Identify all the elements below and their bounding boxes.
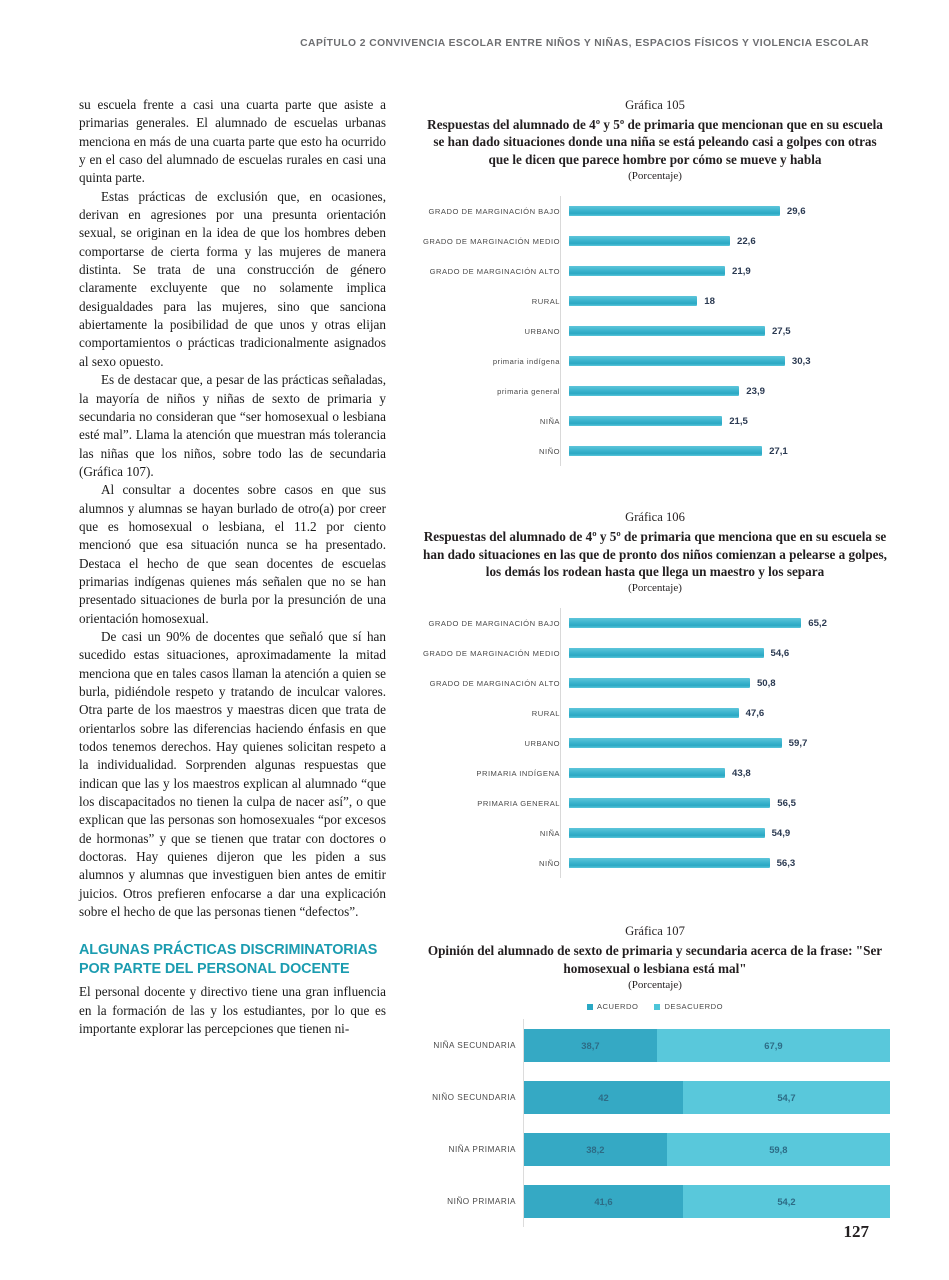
bar-category-label: PRIMARIA INDÍGENA (476, 768, 560, 778)
chart-bar-row (420, 848, 890, 878)
bar-track (569, 286, 890, 316)
chart-bar-row (448, 1123, 890, 1175)
bar (569, 326, 765, 336)
bar (569, 206, 780, 216)
chart-unit: (Porcentaje) (628, 582, 682, 595)
chart-grafica-107 (420, 924, 890, 1227)
paragraph: Estas prácticas de exclusión que, en ocasiones, derivan en agresiones por una presunta orientación sexual, se originan en la idea de que los hombres deben comportarse de cierta forma y las mujeres de manera distinta. Se trata de una construcción de género claramente excluyente que no solamente implica desigualdades para las mujeres, sino que sanciona abiertamente la posibilidad de que unos y otras elijan comportamientos o prácticas tradicionalmente asignados al sexo opuesto. (79, 188, 386, 369)
legend-swatch-icon (654, 1004, 660, 1010)
legend-label: ACUERDO (596, 1002, 639, 1012)
chart-bar-row (420, 226, 890, 256)
chart-bar-row (420, 788, 890, 818)
chart-unit: (Porcentaje) (628, 979, 682, 992)
value-axis-line (560, 196, 561, 466)
chart-bar-row (432, 1071, 890, 1123)
bar-value-label: 27,5 (771, 325, 791, 337)
bar-value-label: 50,8 (756, 677, 776, 689)
bar-value-label: 27,1 (769, 445, 788, 457)
chart-grafica-106 (420, 510, 890, 878)
bar-category-label: NIÑA SECUNDARIA (433, 1040, 516, 1050)
paragraph: Al consultar a docentes sobre casos en que sus alumnos y alumnas se hayan burlado de otro(a) por creer que es homosexual o lesbiana, el 11.2 por ciento mencionó que esa situación nunca se ha presentado. Destaca el hecho de que sean docentes de escuelas primarias indígenas quienes más señalen que no se han presentado situaciones de burla por la presunción de una orientación homosexual. (79, 482, 386, 626)
legend-item-desacuerdo (654, 1002, 723, 1011)
bar-segment-acuerdo: 38,2 (524, 1133, 667, 1166)
bar (569, 266, 725, 276)
chart-bar-row (433, 1019, 890, 1071)
bar (569, 678, 750, 688)
chart-bar-row (420, 818, 890, 848)
chart-number: Gráfica 106 (625, 510, 685, 525)
chart-bar-row (420, 758, 890, 788)
bar-category-label: URBANO (524, 738, 560, 748)
bar-track (569, 316, 890, 346)
bar-category-label: NIÑO (539, 446, 560, 456)
stacked-bar (524, 1029, 890, 1062)
bar-segment-desacuerdo: 54,2 (683, 1185, 890, 1218)
value-axis-line (560, 608, 561, 878)
chart-bar-row (420, 608, 890, 638)
paragraph: De casi un 90% de docentes que señaló que sí han sucedido estas situaciones, aproximadamente la mitad menciona que en tales casos llaman la atención a quien se burla, pidiéndole respeto y tratando de inculcar valores. Otra parte de los maestros y maestras dicen que trata de orientarlos sobre las diferencias haciendo énfasis en que todos tenemos derechos. Hay quienes solicitan respeto a la individualidad. Sorprenden algunas respuestas que indican que las y los maestros explican al alumnado “que los discapacitados no tienen la culpa de nacer así”, o que explican que las personas son homosexuales “por excesos de hormonas” y que se tienen que tratar con doctores o doctoras. Hay quienes dijeron que les piden a sus alumnos y alumnas que investiguen bien antes de emitir juicios. Otros prefieren enfocarse a dar una explicación sobre el hecho de que las personas tienen “defectos”. (79, 628, 386, 920)
chart-grafica-105 (420, 98, 890, 466)
bar-category-label: RURAL (531, 296, 560, 306)
stacked-bar (524, 1185, 890, 1218)
stacked-bar (524, 1133, 890, 1166)
bar-category-label: NIÑA (539, 416, 560, 426)
chart-title: Respuestas del alumnado de 4º y 5º de primaria que mencionan que en su escuela se han dado situaciones donde una niña se está peleando casi a golpes con otras que le dicen que parece hombre por cómo se mueve y habla (427, 117, 883, 167)
bar-category-label: URBANO (524, 326, 560, 336)
bar (569, 416, 722, 426)
chart-bar-row (420, 196, 890, 226)
bar (569, 618, 801, 628)
chart-bar-row (420, 638, 890, 668)
bar-track (569, 196, 890, 226)
bar-segment-desacuerdo: 67,9 (657, 1029, 890, 1062)
paragraph: Es de destacar que, a pesar de las prácticas señaladas, la mayoría de niños y niñas de sexto de primaria y secundaria no consideran que “ser homosexual o lesbiana esté mal”. Llama la atención que muestran más tolerancia las niñas que los niños, sobre todo las de secundaria (Gráfica 107). (79, 372, 386, 479)
bar-category-label: RURAL (531, 708, 560, 718)
bar-category-label: NIÑO SECUNDARIA (432, 1092, 516, 1102)
bar-value-label: 56,3 (776, 857, 796, 869)
bar-track (569, 436, 890, 466)
bar-category-label: primaria indígena (492, 356, 560, 366)
chart-title: Opinión del alumnado de sexto de primaria y secundaria acerca de la frase: "Ser homosexual o lesbiana está mal" (427, 943, 883, 976)
paragraph: El personal docente y directivo tiene una gran influencia en la formación de las y los estudiantes, por lo que es importante explorar las percepciones que tienen ni- (79, 984, 386, 1037)
bar (569, 738, 782, 748)
running-head: CAPÍTULO 2 CONVIVENCIA ESCOLAR ENTRE NIÑOS Y NIÑAS, ESPACIOS FÍSICOS Y VIOLENCIA ESCOLAR (300, 38, 869, 49)
stacked-bar (524, 1081, 890, 1114)
bar (569, 386, 739, 396)
chart-bar-row (420, 698, 890, 728)
chart-title: Respuestas del alumnado de 4º y 5º de primaria que menciona que en su escuela se han dado situaciones en las que de pronto dos niños comienzan a pelearse a golpes, los demás los rodean hasta que llega un maestro y los separa (423, 529, 887, 580)
bar-value-label: 22,6 (737, 235, 756, 247)
bar-category-label: NIÑO PRIMARIA (447, 1196, 516, 1206)
bar-track (569, 668, 890, 698)
bar (569, 768, 725, 778)
bar-track (569, 256, 890, 286)
bar (569, 296, 697, 306)
bar-value-label: 47,6 (745, 707, 765, 719)
bar-value-label: 18 (704, 295, 715, 307)
bar-track (569, 638, 890, 668)
bar-track (569, 698, 890, 728)
bar-value-label: 43,8 (732, 767, 751, 779)
bar (569, 446, 762, 456)
bar-value-label: 29,6 (786, 205, 806, 217)
bar-category-label: GRADO DE MARGINACIÓN BAJO (428, 618, 560, 628)
bar-category-label: primaria general (497, 386, 560, 396)
paragraph: su escuela frente a casi una cuarta parte que asiste a primarias generales. El alumnado de escuelas urbanas menciona en más de una cuarta parte que esto ha ocurrido y en el caso del alumnado de escuelas rurales en casi una quinta parte. (79, 97, 386, 186)
chart-number: Gráfica 107 (625, 924, 685, 939)
bar-value-label: 54,9 (771, 827, 791, 839)
legend-label: DESACUERDO (664, 1002, 724, 1012)
bar-track (569, 848, 890, 878)
page-number: 127 (843, 1222, 869, 1241)
chart-bar-row (420, 286, 890, 316)
bar-category-label: GRADO DE MARGINACIÓN ALTO (429, 678, 560, 688)
bar-category-label: GRADO DE MARGINACIÓN MEDIO (422, 648, 560, 658)
bar (569, 236, 730, 246)
bar-track (569, 728, 890, 758)
bar-value-label: 23,9 (746, 385, 765, 397)
bar-track (569, 226, 890, 256)
chart-bar-row (420, 376, 890, 406)
bar-value-label: 21,9 (732, 265, 751, 277)
bar-segment-desacuerdo: 54,7 (683, 1081, 890, 1114)
bar-category-label: NIÑO (539, 858, 560, 868)
chart-bar-row (420, 436, 890, 466)
body-text-column (79, 96, 386, 1039)
chart-bar-row (420, 668, 890, 698)
chart-bar-row (420, 256, 890, 286)
bar-segment-desacuerdo: 59,8 (667, 1133, 890, 1166)
bar-category-label: GRADO DE MARGINACIÓN BAJO (428, 206, 560, 216)
bar-track (569, 406, 890, 436)
bar-track (569, 818, 890, 848)
bar-category-label: NIÑA (539, 828, 560, 838)
chart-unit: (Porcentaje) (628, 170, 682, 183)
bar-category-label: GRADO DE MARGINACIÓN MEDIO (422, 236, 560, 246)
legend-item-acuerdo (587, 1002, 638, 1011)
bar-track (569, 346, 890, 376)
bar-value-label: 30,3 (791, 355, 811, 367)
bar (569, 828, 765, 838)
bar-category-label: GRADO DE MARGINACIÓN ALTO (429, 266, 560, 276)
chart-bar-row (420, 728, 890, 758)
chart-bar-row (420, 346, 890, 376)
bar-track (569, 376, 890, 406)
bar (569, 648, 764, 658)
chart-bar-row (420, 406, 890, 436)
bar-category-label: NIÑA PRIMARIA (448, 1144, 516, 1154)
chart-plot-area (420, 196, 890, 466)
bar-segment-acuerdo: 41,6 (524, 1185, 683, 1218)
chart-legend (420, 1002, 890, 1011)
bar-category-label: PRIMARIA GENERAL (477, 798, 560, 808)
chart-plot-area (420, 608, 890, 878)
bar-value-label: 54,6 (770, 647, 790, 659)
chart-number: Gráfica 105 (625, 98, 685, 112)
bar-segment-acuerdo: 42 (524, 1081, 683, 1114)
bar (569, 798, 770, 808)
bar-track (569, 758, 890, 788)
chart-bar-row (447, 1175, 890, 1227)
bar-value-label: 65,2 (808, 617, 827, 629)
bar-value-label: 21,5 (729, 415, 748, 427)
bar (569, 858, 770, 868)
bar (569, 356, 785, 366)
bar-track (569, 788, 890, 818)
bar-segment-acuerdo: 38,7 (524, 1029, 657, 1062)
bar-track (569, 608, 890, 638)
chart-column (420, 90, 890, 1227)
bar-value-label: 56,5 (777, 797, 796, 809)
chart-bar-row (420, 316, 890, 346)
section-heading: ALGUNAS PRÁCTICAS DISCRIMINATORIAS POR PARTE DEL PERSONAL DOCENTE (79, 942, 378, 978)
bar-value-label: 59,7 (788, 737, 808, 749)
bar (569, 708, 739, 718)
legend-swatch-icon (587, 1004, 593, 1010)
chart-plot-area (432, 1019, 890, 1227)
